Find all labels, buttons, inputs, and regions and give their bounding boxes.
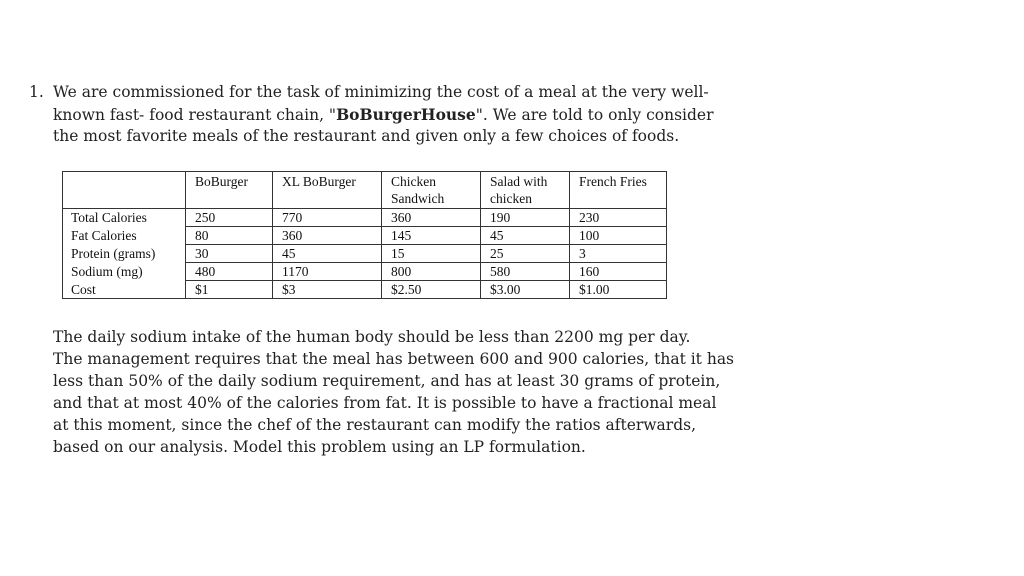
header-text: Salad with [490,174,548,189]
nutrition-table [62,171,667,299]
intro-line-2-start: known fast- food restaurant chain, " [53,105,337,124]
restaurant-name: BoBurgerHouse [336,104,476,124]
paragraph-line: and that at most 40% of the calories from fat. It is possible to have a fractional meal [53,394,717,412]
intro-line-2 [53,104,713,127]
table-cell: 100 [570,227,667,245]
constraints-paragraph [53,326,735,458]
header-cell-salad-with-chicken [481,172,570,209]
table-cell: 360 [382,209,481,227]
table-cell: 3 [570,245,667,263]
table-cell: 45 [481,227,570,245]
table-cell: $3 [273,281,382,299]
header-cell-boburger [186,172,273,209]
intro-line-3: the most favorite meals of the restaurant and given only a few choices of foods. [53,127,680,145]
table-cell: 230 [570,209,667,227]
table-cell: 770 [273,209,382,227]
header-cell-empty [63,172,186,209]
table-row [63,227,667,245]
row-label: Protein (grams) [63,245,186,263]
problem-number: 1. [29,83,44,101]
header-text: Chicken [391,174,436,189]
header-text: XL BoBurger [282,174,356,189]
table-cell: 45 [273,245,382,263]
table-cell: $1 [186,281,273,299]
header-text: French Fries [579,174,647,189]
table-cell: 250 [186,209,273,227]
table-cell: 25 [481,245,570,263]
paragraph-line: at this moment, since the chef of the restaurant can modify the ratios afterwards, [53,416,697,434]
table-cell: 1170 [273,263,382,281]
table-cell: $3.00 [481,281,570,299]
paragraph-line: The management requires that the meal has between 600 and 900 calories, that it has [53,350,735,368]
table-cell: 360 [273,227,382,245]
row-label: Fat Calories [63,227,186,245]
table-row [63,209,667,227]
paragraph-line: The daily sodium intake of the human body should be less than 2200 mg per day. [53,328,691,346]
table-row [63,281,667,299]
table-cell: 160 [570,263,667,281]
row-label: Total Calories [63,209,186,227]
paragraph-line: based on our analysis. Model this problem using an LP formulation. [53,438,586,456]
table-cell: 80 [186,227,273,245]
table-row [63,263,667,281]
row-label: Cost [63,281,186,299]
table-cell: 145 [382,227,481,245]
table-header-row [63,172,667,209]
table-cell: $2.50 [382,281,481,299]
table-cell: 15 [382,245,481,263]
table-cell: 190 [481,209,570,227]
header-cell-xl-boburger [273,172,382,209]
table-cell: 580 [481,263,570,281]
table-cell: 800 [382,263,481,281]
problem-intro [53,82,713,148]
table-row [63,245,667,263]
table-cell: 30 [186,245,273,263]
table-cell: 480 [186,263,273,281]
header-text: Sandwich [391,191,445,206]
header-cell-chicken-sandwich [382,172,481,209]
table-cell: $1.00 [570,281,667,299]
header-cell-french-fries [570,172,667,209]
header-text: chicken [490,191,532,206]
intro-line-2-end: ". We are told to only consider [475,105,714,124]
row-label: Sodium (mg) [63,263,186,281]
header-text: BoBurger [195,174,248,189]
paragraph-line: less than 50% of the daily sodium requirement, and has at least 30 grams of protein, [53,372,721,390]
intro-line-1: We are commissioned for the task of minimizing the cost of a meal at the very well- [53,83,709,101]
